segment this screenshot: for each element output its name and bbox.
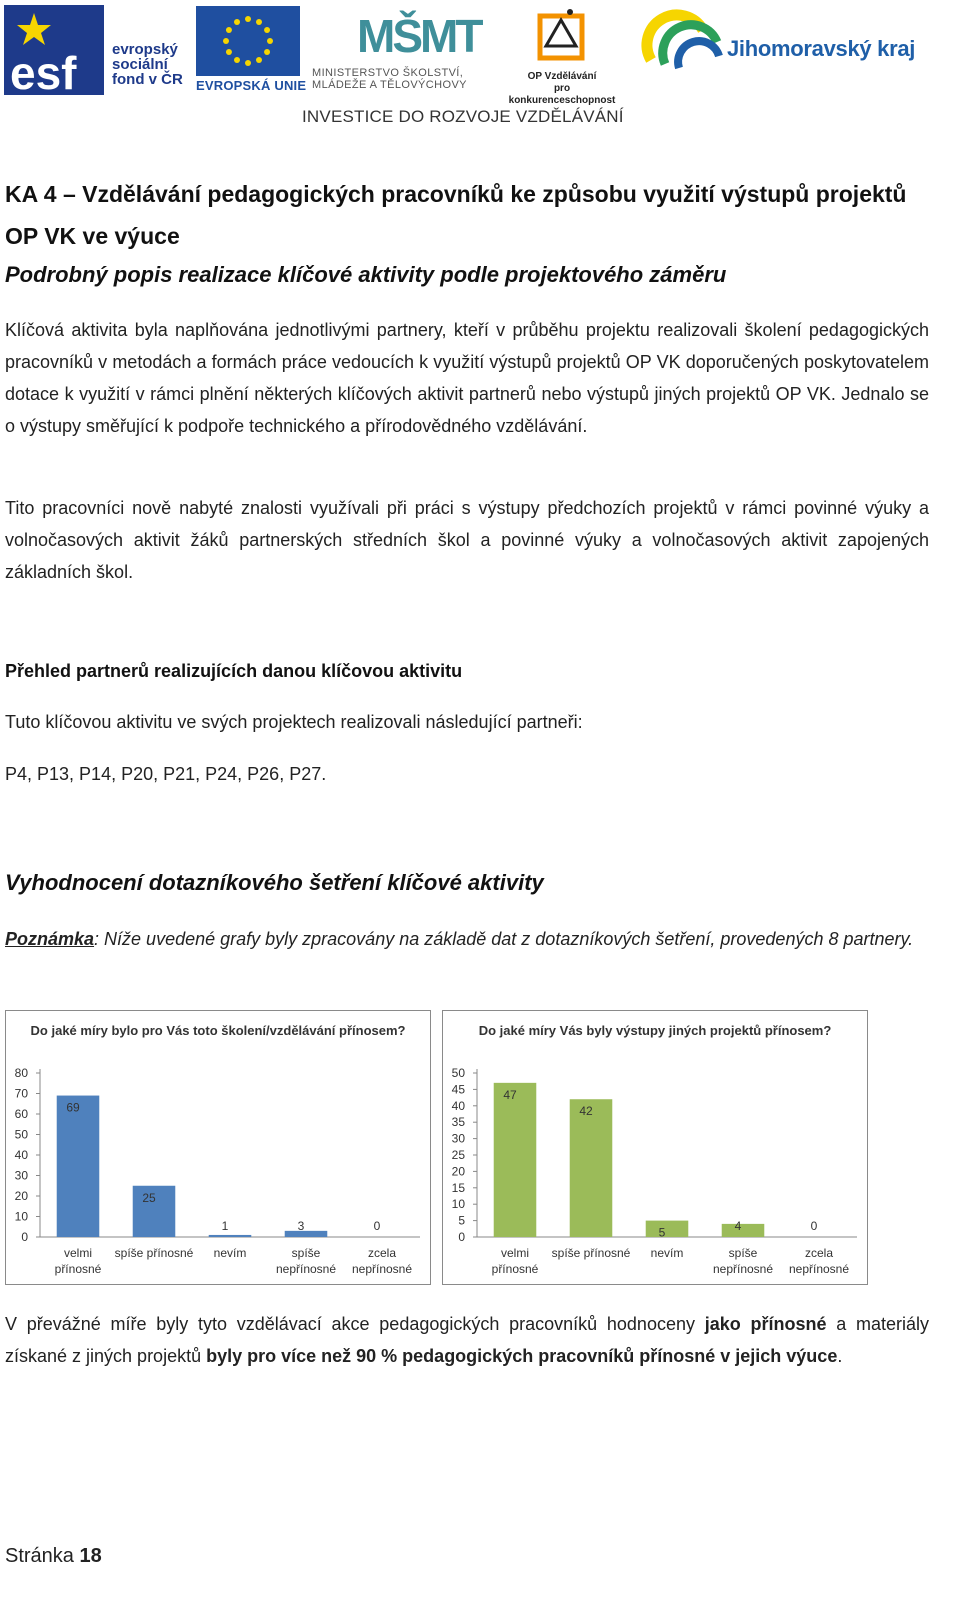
y-tick-label: 30 [14,1168,28,1183]
y-tick-label: 10 [451,1197,465,1212]
x-tick-label: nepřínosné [275,1262,337,1276]
partners-intro: Tuto klíčovou aktivitu ve svých projektech realizovali následující partneři: [5,712,583,732]
y-tick-label: 45 [451,1082,465,1097]
data-label: 42 [579,1104,593,1119]
x-tick-label: spíše [728,1246,758,1260]
esf-logo-icon [4,5,104,99]
chart-outputs-benefit [442,1010,868,1285]
paragraph-description: Klíčová aktivita byla naplňována jednotlivými partnery, kteří v průběhu projektu realizovali školení pedagogických pracovníků v metodách a formách práce vedoucích k využití výstupů projektů OP VK doporučených poskytovatelem dotace k využití v rámci plnění některých klíčových aktivit partnerů nebo výstupů jiných projektů OP VK. Jednalo se o výstupy směřující k podpoře technického a přírodovědného vzdělávání. [5,320,929,436]
partners-list: P4, P13, P14, P20, P21, P24, P26, P27. [5,764,327,784]
bar [646,1221,689,1237]
chart-training-benefit [5,1010,431,1285]
y-tick-label: 30 [451,1131,465,1146]
bar [285,1231,328,1237]
y-tick-label: 50 [451,1066,465,1080]
investice-slogan: INVESTICE DO ROZVOJE VZDĚLÁVÁNÍ [302,107,624,126]
eu-flag-icon [196,6,300,76]
op-text [503,71,621,107]
data-label: 69 [66,1100,80,1115]
conclusion-bold: byly pro více než 90 % pedagogických pracovníků přínosné v jejich výuce [206,1346,838,1366]
bar [209,1235,252,1237]
page-footer [5,1545,102,1568]
x-tick-label: spíše přínosné [114,1246,194,1260]
op-text-line: pro konkurenceschopnost [508,83,616,106]
conclusion-text: a materiály získané z jiných projektů [5,1314,929,1366]
bar [494,1083,537,1237]
conclusion-text: . [837,1346,843,1366]
esf-text-line: sociální [112,56,168,73]
y-tick-label: 25 [451,1148,465,1162]
jmk-logo-icon [643,12,723,74]
y-tick-label: 40 [451,1098,465,1113]
y-tick-label: 0 [458,1230,465,1244]
y-tick-label: 5 [458,1213,465,1228]
op-logo-icon [530,6,592,76]
chart-title: Do jaké míry bylo pro Vás toto školení/vzdělávání přínosem? [30,1023,406,1038]
footer-label: Stránka [5,1545,74,1567]
msmt-text-line: MINISTERSTVO ŠKOLSTVÍ, [312,67,464,79]
jmk-text: Jihomoravský kraj [727,36,916,61]
esf-text-line: fond v ČR [112,71,183,88]
x-tick-label: nepřínosné [712,1262,774,1276]
x-tick-label: zcela [804,1246,834,1260]
bar-chart-training [6,1011,430,1284]
page-title: KA 4 – Vzdělávání pedagogických pracovníků ke způsobu využití výstupů projektů OP VK ve výuce [5,181,907,249]
esf-text-line: evropský [112,41,178,58]
note-label: Poznámka [5,929,95,949]
data-label: 1 [221,1219,229,1233]
svg-text:esf: esf [10,47,77,99]
x-tick-label: nevím [213,1246,247,1260]
y-tick-label: 70 [14,1086,28,1101]
x-tick-label: velmi [63,1246,93,1260]
chart-title: Do jaké míry Vás byly výstupy jiných projektů přínosem? [478,1023,832,1038]
data-label: 4 [734,1219,742,1233]
x-tick-label: spíše přínosné [551,1246,631,1260]
x-tick-label: nepřínosné [351,1262,413,1276]
op-text-line: OP Vzdělávání [527,71,597,82]
note [5,924,929,955]
msmt-text-line: MLÁDEŽE A TĚLOVÝCHOVY [312,79,467,91]
y-tick-label: 15 [451,1180,465,1195]
x-tick-label: velmi [500,1246,530,1260]
conclusion-text: V převážné míře byly tyto vzdělávací akce pedagogických pracovníků hodnoceny [5,1314,705,1334]
x-tick-label: spíše [291,1246,321,1260]
bar-chart-outputs [443,1011,867,1284]
bar [570,1099,613,1237]
y-tick-label: 50 [14,1127,28,1142]
x-tick-label: nepřínosné [788,1262,850,1276]
data-label: 25 [142,1190,156,1205]
x-tick-label: přínosné [491,1262,539,1276]
data-label: 0 [810,1219,818,1233]
msmt-text [312,67,467,91]
section-subtitle: Podrobný popis realizace klíčové aktivity podle projektového záměru [5,262,727,287]
x-tick-label: zcela [367,1246,397,1260]
y-tick-label: 0 [21,1230,28,1244]
esf-text [112,42,183,87]
bar [57,1096,100,1237]
data-label: 47 [503,1087,517,1102]
partners-heading: Přehled partnerů realizujících danou klíčovou aktivitu [5,661,463,681]
data-label: 0 [373,1219,381,1233]
y-tick-label: 40 [14,1148,28,1162]
svg-text:MŠMT: MŠMT [357,10,481,62]
x-tick-label: přínosné [54,1262,102,1276]
data-label: 5 [658,1225,666,1240]
eu-text: EVROPSKÁ UNIE [196,78,307,93]
y-tick-label: 10 [14,1209,28,1224]
paragraph-usage: Tito pracovníci nově nabyté znalosti využívali při práci s výstupy předchozích projektů v rámci povinné výuky a volnočasových aktivit žáků partnerských středních škol a povinné výuky a volnočasových aktivit zapojených základních škol. [5,498,929,582]
y-tick-label: 60 [14,1107,28,1121]
paragraph-conclusion [5,1308,929,1372]
conclusion-bold: jako přínosné [704,1314,827,1334]
y-tick-label: 35 [451,1115,465,1130]
msmt-logo-icon [355,4,481,66]
page-number: 18 [79,1545,102,1567]
bar [722,1224,765,1237]
y-tick-label: 20 [14,1189,28,1203]
header-logos [0,0,960,135]
x-tick-label: nevím [650,1246,684,1260]
note-text: : Níže uvedené grafy byly zpracovány na základě dat z dotazníkových šetření, provedených 8 partnery. [94,929,914,949]
y-tick-label: 20 [451,1164,465,1179]
data-label: 3 [297,1219,305,1233]
y-tick-label: 80 [14,1066,28,1080]
survey-heading: Vyhodnocení dotazníkového šetření klíčové aktivity [5,870,544,895]
